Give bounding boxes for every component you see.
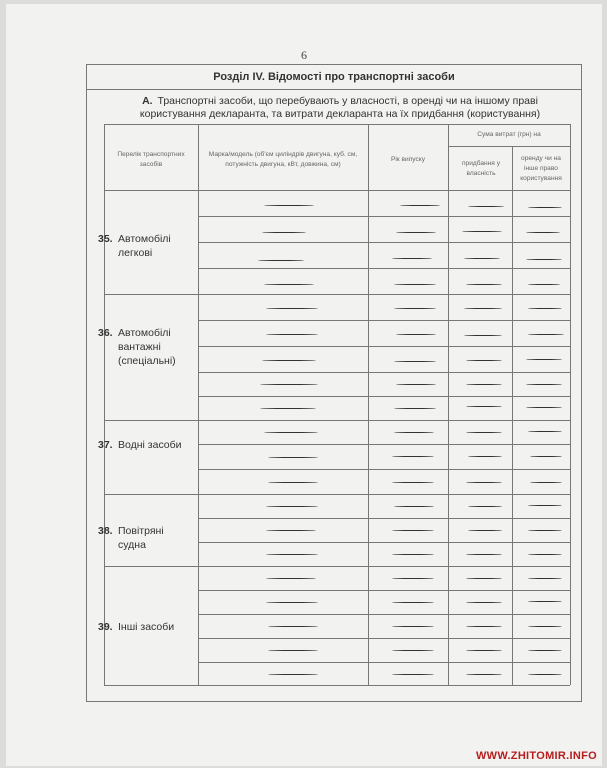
- empty-field-mark: [392, 626, 434, 627]
- table-top-border: [104, 124, 570, 125]
- header-rent: оренду чи на інше право користування: [520, 155, 562, 182]
- row-rule: [198, 372, 570, 373]
- empty-field-mark: [528, 308, 562, 309]
- empty-field-mark: [396, 232, 436, 233]
- empty-field-mark: [466, 626, 502, 627]
- empty-field-mark: [394, 284, 436, 285]
- empty-field-mark: [526, 259, 562, 260]
- empty-field-mark: [260, 384, 318, 385]
- empty-field-mark: [394, 506, 434, 507]
- empty-field-mark: [466, 554, 502, 555]
- empty-field-mark: [260, 408, 316, 409]
- row-rule: [198, 346, 570, 347]
- header-bottom-rule: [104, 190, 570, 191]
- col-sep-2: [368, 124, 369, 685]
- empty-field-mark: [526, 359, 562, 360]
- empty-field-mark: [528, 601, 562, 602]
- empty-field-mark: [528, 674, 562, 675]
- group-number: 39.: [98, 621, 113, 633]
- empty-field-mark: [528, 578, 562, 579]
- row-rule: [198, 638, 570, 639]
- table-bottom-border: [104, 685, 570, 686]
- header-expenses: Сума витрат (грн) на: [477, 131, 541, 138]
- row-rule: [198, 268, 570, 269]
- group-water: [98, 438, 194, 452]
- row-rule: [198, 614, 570, 615]
- empty-field-mark: [528, 284, 560, 285]
- group-trucks: [98, 326, 194, 368]
- empty-field-mark: [266, 530, 316, 531]
- empty-field-mark: [268, 482, 318, 483]
- empty-field-mark: [392, 650, 434, 651]
- group-number: 36.: [98, 327, 113, 339]
- empty-field-mark: [268, 457, 318, 458]
- empty-field-mark: [264, 432, 318, 433]
- empty-field-mark: [528, 626, 562, 627]
- empty-field-mark: [392, 530, 434, 531]
- header-sub-rule: [448, 146, 570, 147]
- row-rule: [198, 242, 570, 243]
- empty-field-mark: [468, 506, 502, 507]
- row-rule: [198, 396, 570, 397]
- empty-field-mark: [392, 554, 434, 555]
- group-label: Автомобілі вантажні (спеціальні): [118, 327, 176, 367]
- empty-field-mark: [466, 578, 502, 579]
- group-label: Повітряні судна: [118, 525, 164, 551]
- empty-field-mark: [528, 554, 562, 555]
- group-aircraft: [98, 524, 194, 552]
- group-label: Водні засоби: [118, 439, 182, 451]
- empty-field-mark: [394, 308, 436, 309]
- col-sep-1: [198, 124, 199, 685]
- empty-field-mark: [392, 602, 434, 603]
- empty-field-mark: [464, 335, 502, 336]
- empty-field-mark: [396, 384, 436, 385]
- empty-field-mark: [268, 626, 318, 627]
- empty-field-mark: [466, 674, 502, 675]
- row-rule: [198, 518, 570, 519]
- group-number: 37.: [98, 439, 113, 451]
- empty-field-mark: [266, 578, 316, 579]
- empty-field-mark: [468, 530, 502, 531]
- empty-field-mark: [466, 650, 502, 651]
- empty-field-mark: [266, 602, 318, 603]
- empty-field-mark: [258, 260, 304, 261]
- empty-field-mark: [526, 384, 562, 385]
- empty-field-mark: [464, 258, 500, 259]
- empty-field-mark: [528, 650, 562, 651]
- header-brand-model: Марка/модель (об'єм циліндрів двигуна, куб. см, потужність двигуна, кВт, довжина, см): [208, 151, 358, 168]
- empty-field-mark: [466, 432, 502, 433]
- empty-field-mark: [392, 578, 434, 579]
- table-left-border: [104, 124, 105, 685]
- empty-field-mark: [466, 284, 502, 285]
- row-rule: [198, 662, 570, 663]
- col-sep-4: [512, 146, 513, 685]
- empty-field-mark: [528, 431, 562, 432]
- empty-field-mark: [262, 232, 306, 233]
- empty-field-mark: [530, 482, 562, 483]
- header-year: Рік випуску: [390, 156, 426, 163]
- group-sep-3: [104, 494, 570, 495]
- group-number: 35.: [98, 233, 113, 245]
- empty-field-mark: [466, 406, 502, 407]
- site-watermark: WWW.ZHITOMIR.INFO: [476, 750, 597, 762]
- empty-field-mark: [266, 506, 318, 507]
- group-sep-2: [104, 420, 570, 421]
- empty-field-mark: [266, 334, 318, 335]
- empty-field-mark: [394, 408, 436, 409]
- group-sep-4: [104, 566, 570, 567]
- empty-field-mark: [392, 482, 434, 483]
- row-rule: [198, 216, 570, 217]
- section-title: Розділ IV. Відомості про транспортні засоби: [213, 71, 455, 83]
- empty-field-mark: [528, 207, 562, 208]
- empty-field-mark: [392, 674, 434, 675]
- part-letter: А.: [142, 95, 153, 107]
- group-label: Інші засоби: [118, 621, 175, 633]
- empty-field-mark: [266, 554, 318, 555]
- group-other: [98, 620, 194, 634]
- row-rule: [198, 444, 570, 445]
- group-number: 38.: [98, 525, 113, 537]
- page-number: 6: [301, 48, 307, 62]
- empty-field-mark: [526, 232, 560, 233]
- empty-field-mark: [264, 284, 314, 285]
- empty-field-mark: [466, 384, 502, 385]
- group-sep-1: [104, 294, 570, 295]
- group-cars: [98, 232, 194, 260]
- row-rule: [198, 542, 570, 543]
- empty-field-mark: [266, 308, 318, 309]
- empty-field-mark: [466, 482, 502, 483]
- empty-field-mark: [400, 205, 440, 206]
- header-list: Перелік транспортних засобів: [117, 151, 185, 168]
- empty-field-mark: [262, 360, 316, 361]
- row-rule: [198, 590, 570, 591]
- col-sep-3: [448, 124, 449, 685]
- empty-field-mark: [392, 258, 432, 259]
- empty-field-mark: [264, 205, 314, 206]
- empty-field-mark: [468, 456, 502, 457]
- empty-field-mark: [528, 334, 564, 335]
- vehicles-table: [86, 64, 580, 700]
- empty-field-mark: [530, 456, 562, 457]
- group-label: Автомобілі легкові: [118, 233, 171, 259]
- row-rule: [198, 320, 570, 321]
- empty-field-mark: [394, 361, 436, 362]
- empty-field-mark: [468, 206, 504, 207]
- row-rule: [198, 469, 570, 470]
- empty-field-mark: [466, 360, 502, 361]
- empty-field-mark: [464, 308, 502, 309]
- empty-field-mark: [528, 530, 562, 531]
- empty-field-mark: [394, 432, 434, 433]
- empty-field-mark: [268, 650, 318, 651]
- header-purchase: придбання у власність: [461, 160, 501, 177]
- part-description: Транспортні засоби, що перебувають у власності, в оренді чи на іншому праві користування декларанта, та витрати декларанта на їх придбання (користування): [139, 95, 541, 120]
- empty-field-mark: [528, 505, 562, 506]
- empty-field-mark: [268, 674, 318, 675]
- empty-field-mark: [396, 334, 436, 335]
- empty-field-mark: [462, 231, 502, 232]
- table-right-border: [570, 124, 571, 685]
- empty-field-mark: [526, 407, 562, 408]
- empty-field-mark: [392, 456, 434, 457]
- empty-field-mark: [466, 602, 502, 603]
